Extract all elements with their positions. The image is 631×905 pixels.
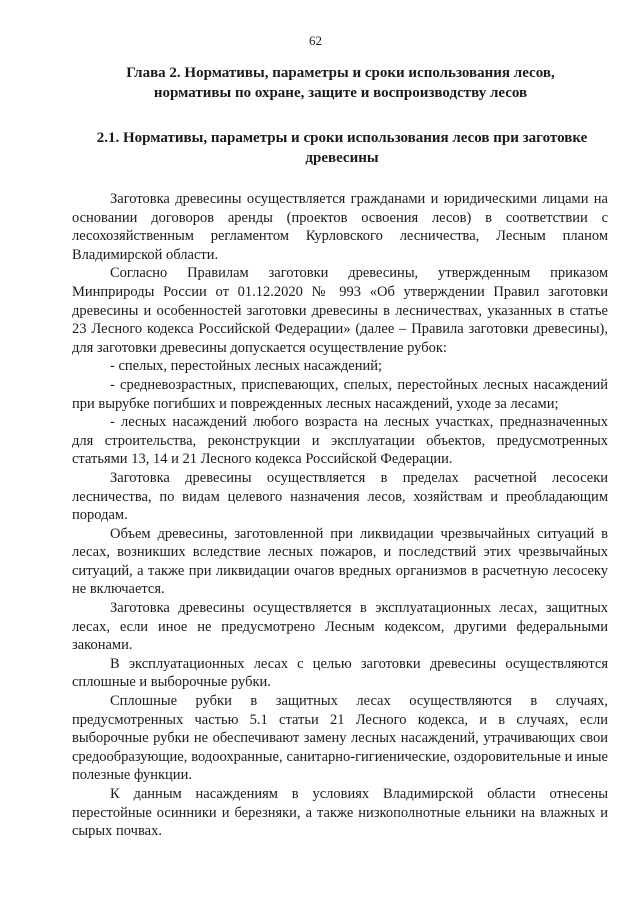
paragraph-vladimir-stands: К данным насаждениям в условиях Владимирской области отнесены перестойные осинники и березняки, а также низкополнотные ельники на влажных и сырых почвах.: [72, 786, 608, 840]
body-text: [72, 190, 608, 841]
paragraph-exploitation-forests: В эксплуатационных лесах с целью заготовки древесины осуществляются сплошные и выборочные рубки.: [72, 655, 608, 691]
paragraph-allowable-cut: Заготовка древесины осуществляется в пределах расчетной лесосеки лесничества, по видам целевого назначения лесов, хозяйствам и преобладающим породам.: [72, 469, 608, 524]
list-item-middle-aged-stands: - средневозрастных, приспевающих, спелых, перестойных лесных насаждений при вырубке погибших и поврежденных лесных насаждений, уходе за лесами;: [72, 376, 608, 412]
paragraph-clear-cuts: Сплошные рубки в защитных лесах осуществляются в случаях, предусмотренных частью 5.1 статьи 21 Лесного кодекса, и в случаях, если выборочные рубки не обеспечивают замену лесных насаждений, утрачивающих свои средообразующие, водоохранные, санитарно-гигиенические, оздоровительные и иные полезные функции.: [72, 693, 608, 784]
paragraph-emergency-volume: Объем древесины, заготовленной при ликвидации чрезвычайных ситуаций в лесах, возникших вследствие лесных пожаров, и последствий этих чрезвычайных ситуаций, а также при ликвидации очагов вредных организмов в расчетную лесосеку не включается.: [72, 525, 608, 598]
paragraph-intro: Заготовка древесины осуществляется гражданами и юридическими лицами на основании договоров аренды (проектов освоения лесов) в соответствии с лесохозяйственным регламентом Курловского лесничества, Лесным планом Владимирской области.: [72, 191, 608, 263]
page-number: 62: [309, 33, 322, 48]
paragraph-forest-types: Заготовка древесины осуществляется в эксплуатационных лесах, защитных лесах, если иное не предусмотрено Лесным кодексом, другими федеральными законами.: [72, 600, 608, 654]
section-title: 2.1. Нормативы, параметры и сроки использования лесов при заготовке древесины: [96, 130, 588, 166]
paragraph-rules-reference: Согласно Правилам заготовки древесины, утвержденным приказом Минприроды России от 01.12.2020 № 993 «Об утверждении Правил заготовки древесины и особенностей заготовки древесины в лесничествах, указанных в статье 23 Лесного кодекса Российской Федерации» (далее – Правила заготовки древесины), для заготовки древесины допускается осуществление рубок:: [72, 265, 608, 356]
list-item-any-age-stands: - лесных насаждений любого возраста на лесных участках, предназначенных для строительства, реконструкции и эксплуатации объектов, предусмотренных статьями 13, 14 и 21 Лесного кодекса Российской Федерации.: [72, 414, 608, 468]
chapter-title: Глава 2. Нормативы, параметры и сроки использования лесов, нормативы по охране, защите и воспроизводству лесов: [126, 65, 555, 101]
list-item-mature-stands: - спелых, перестойных лесных насаждений;: [110, 358, 383, 375]
